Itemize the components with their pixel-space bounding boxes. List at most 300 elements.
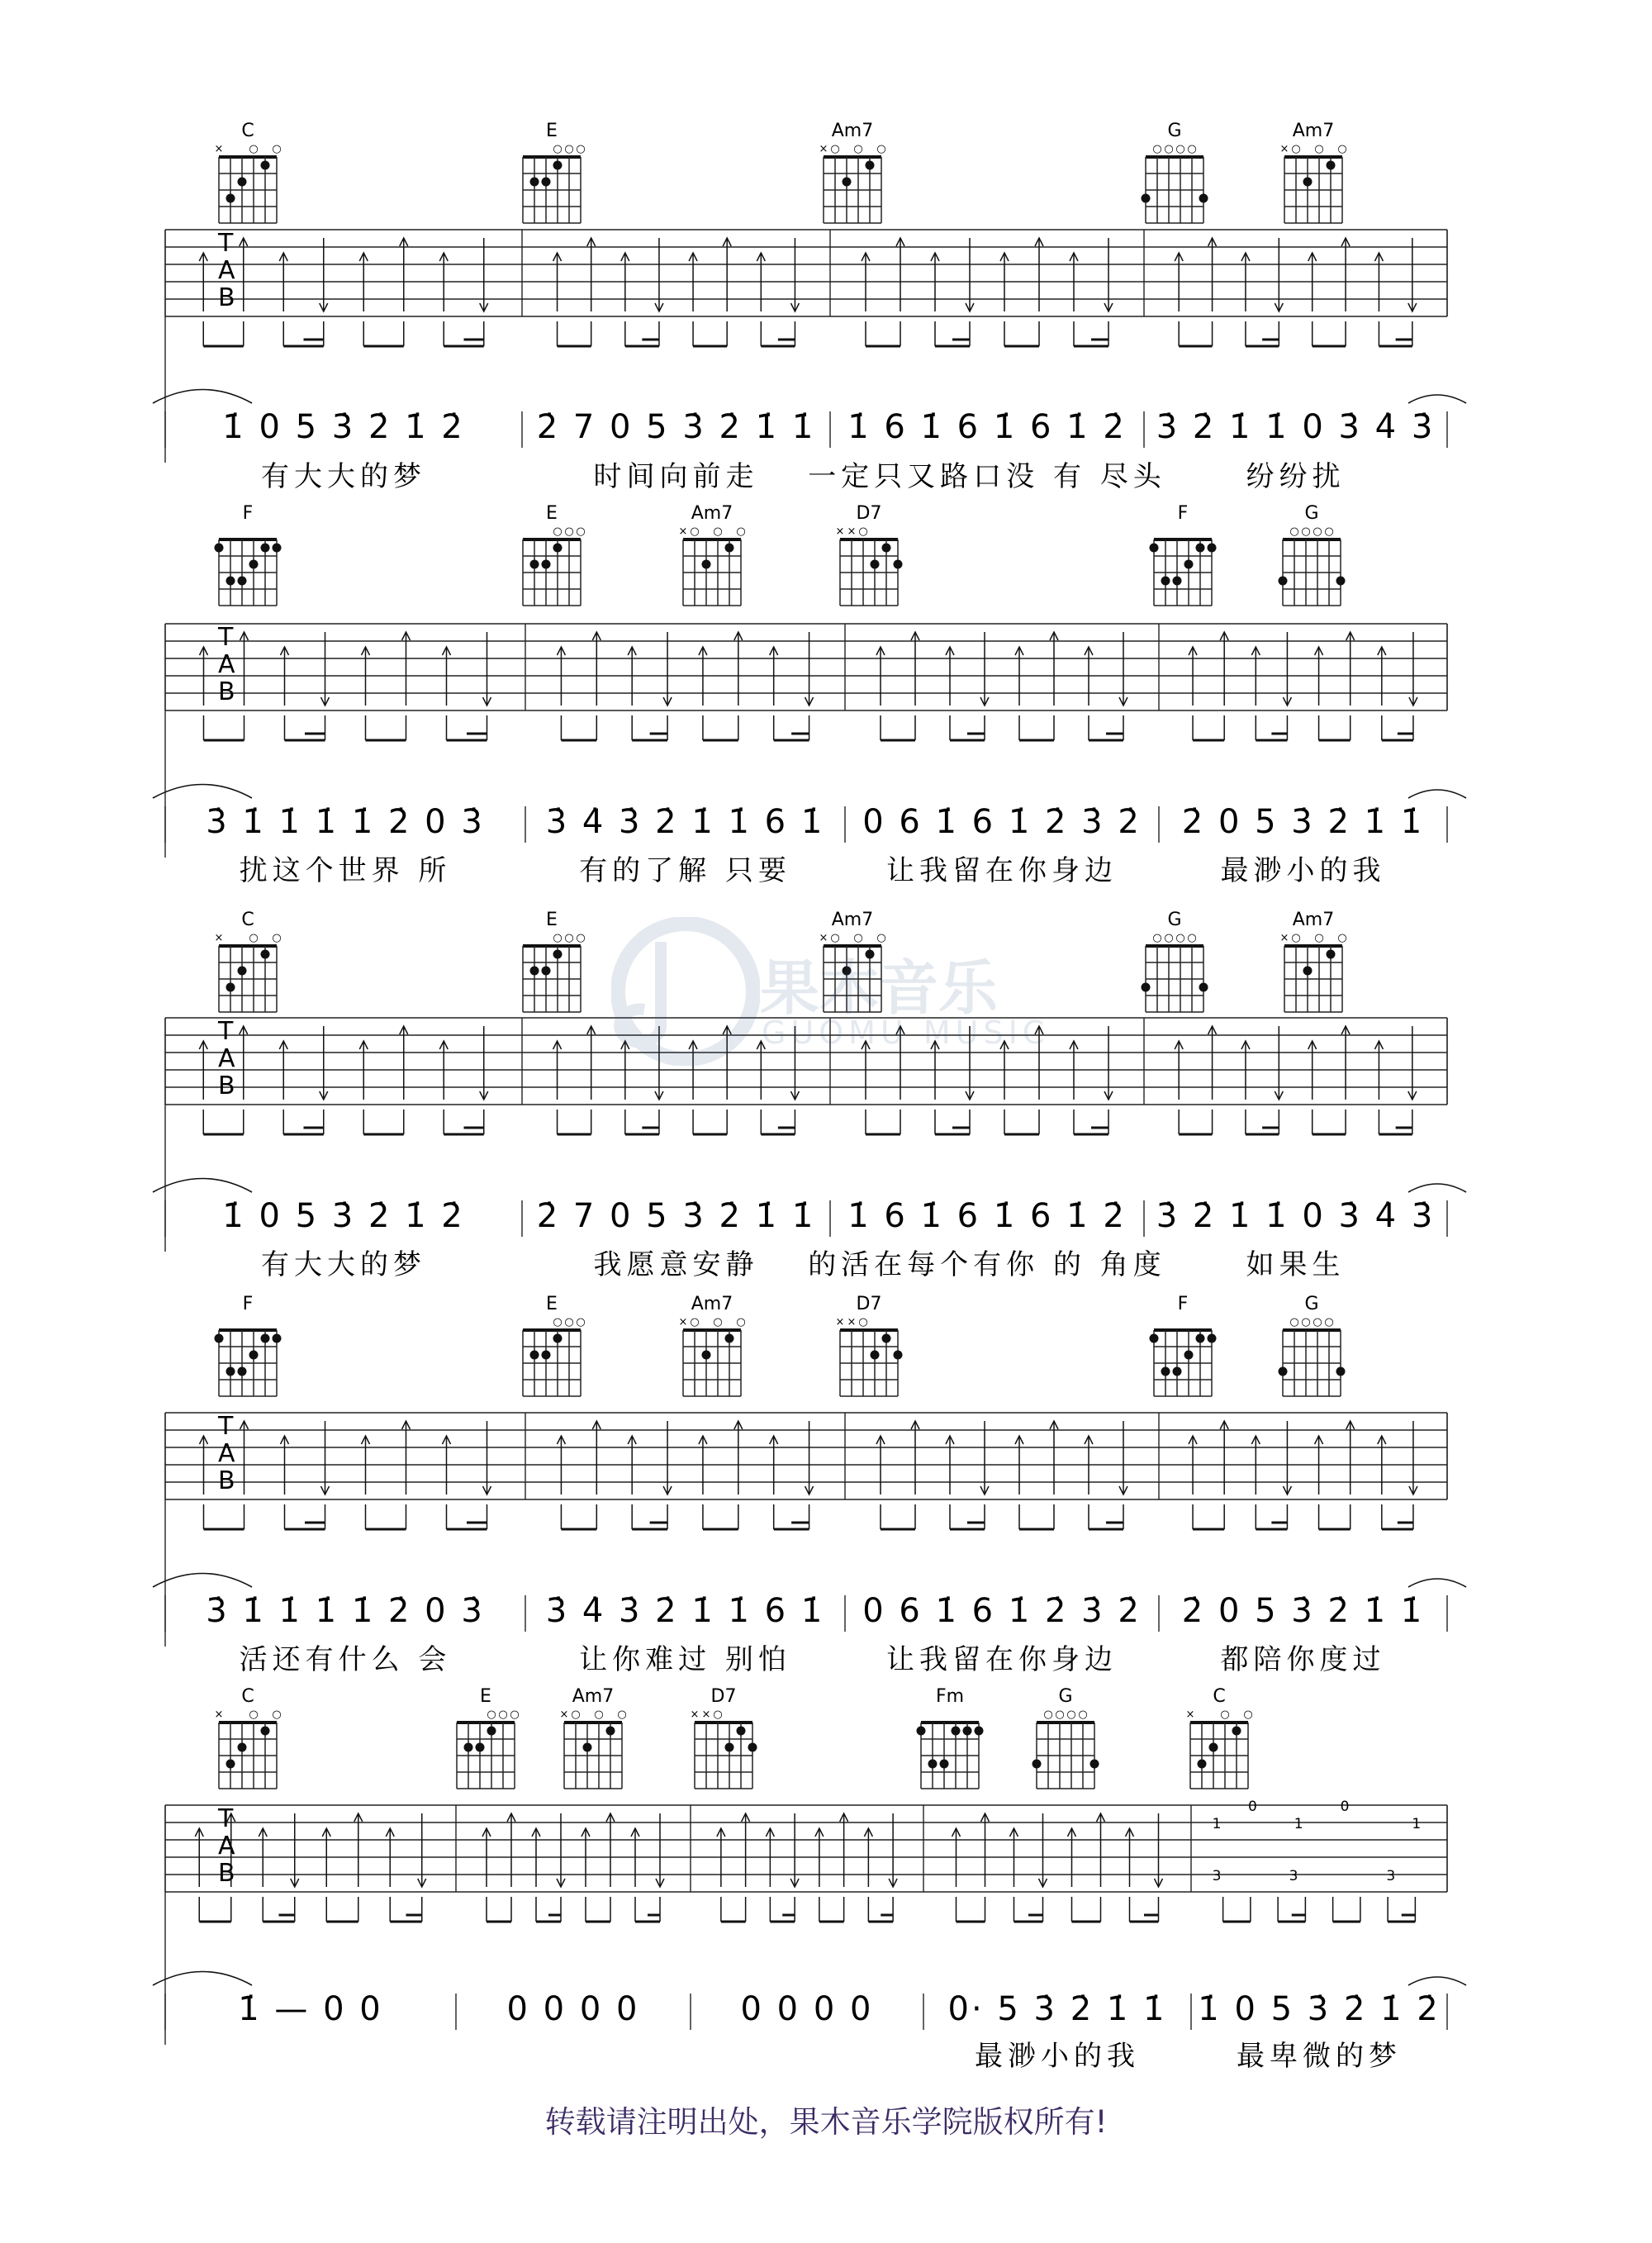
finger-dot (882, 544, 891, 553)
muted-string-mark: × (559, 1708, 569, 1721)
slur-mark (1408, 395, 1466, 403)
lyric-line: 让你难过 别怕 (579, 1643, 791, 1676)
finger-dot (476, 1743, 485, 1752)
chord-name: D7 (856, 1294, 882, 1314)
muted-string-mark: × (1279, 143, 1289, 155)
jianpu-measure-notes: 3̇ 2̇ 1̇ 1̇ 0 3̇ 4̇ 3̇ (1156, 408, 1436, 446)
open-string-mark: ○ (736, 1316, 746, 1328)
muted-string-mark: × (1185, 1708, 1195, 1721)
open-string-mark: ○ (553, 525, 563, 538)
tab-fret-number: 3 (1212, 1868, 1222, 1884)
chord-name: G (1058, 1686, 1073, 1707)
finger-dot (975, 1727, 984, 1736)
finger-dot (1303, 178, 1313, 187)
chord-diagram-d7 (691, 1686, 757, 1789)
tab-fret-number: 0 (1247, 1799, 1257, 1815)
finger-dot (530, 967, 539, 976)
system-2 (153, 503, 1466, 887)
jianpu-measure-notes: 0 0 0 0 (740, 1990, 874, 2028)
tab-clef-letter: A (218, 1832, 235, 1860)
jianpu-measure-notes: 3̇ 1̇ 1̇ 1̇ 1̇ 2̇ 0 3̇ (206, 1592, 485, 1630)
open-string-mark: ○ (576, 932, 586, 944)
open-string-mark: ○ (1314, 143, 1324, 155)
slur-mark (153, 1574, 252, 1588)
muted-string-mark: × (678, 525, 688, 538)
finger-dot (226, 1760, 235, 1769)
open-string-mark: ○ (1301, 525, 1311, 538)
slur-mark (1408, 1579, 1466, 1587)
chord-diagram-e (523, 1294, 586, 1396)
jianpu-measure-notes: 1̇ 0 5 3̇ 2̇ 1̇ 2̇ (222, 408, 465, 446)
chord-diagram-am7 (560, 1686, 627, 1789)
finger-dot (530, 1351, 539, 1360)
finger-dot (725, 1334, 734, 1343)
finger-dot (238, 1743, 247, 1752)
finger-dot (1142, 983, 1151, 992)
finger-dot (542, 967, 551, 976)
open-string-mark: ○ (1313, 1316, 1322, 1328)
open-string-mark: ○ (576, 143, 586, 155)
slur-mark (153, 390, 252, 404)
open-string-mark: ○ (1175, 932, 1185, 944)
watermark-logo (611, 917, 1057, 1066)
muted-string-mark: × (214, 143, 224, 155)
finger-dot (1173, 1367, 1182, 1376)
muted-string-mark: × (847, 1316, 857, 1328)
finger-dot (261, 950, 270, 959)
finger-dot (261, 544, 270, 553)
tab-fret-number: 3 (1386, 1868, 1396, 1884)
chord-diagram-g (1142, 910, 1208, 1012)
finger-dot (215, 1334, 224, 1343)
open-string-mark: ○ (1066, 1708, 1076, 1721)
chord-name: C (241, 1686, 254, 1707)
chord-diagram-am7 (819, 121, 886, 223)
finger-dot (553, 161, 563, 170)
slur-mark (1408, 790, 1466, 798)
open-string-mark: ○ (1187, 143, 1197, 155)
jianpu-measure-notes: 0· 5 3̇ 2̇ 1̇ 1̇ (947, 1990, 1167, 2028)
open-string-mark: ○ (1152, 932, 1162, 944)
finger-dot (702, 1351, 711, 1360)
finger-dot (1199, 194, 1208, 203)
finger-dot (583, 1743, 592, 1752)
chord-diagram-am7 (1280, 121, 1347, 223)
jianpu-measure-notes: 1̇ 6 1̇ 6 1̇ 6 1̇ 2̇ (847, 1197, 1127, 1235)
chord-name: D7 (710, 1686, 737, 1707)
tab-clef-letter: A (218, 650, 235, 679)
muted-string-mark: × (835, 1316, 845, 1328)
open-string-mark: ○ (564, 1316, 574, 1328)
watermark-subtitle: GUOMU MUSIC (762, 1015, 1050, 1051)
finger-dot (261, 1334, 270, 1343)
copyright-footer: 转载请注明出处，果木音乐学院版权所有! (544, 2104, 1108, 2140)
tab-clef-letter: B (218, 1072, 235, 1100)
jianpu-measure-notes: 0 6 1̇ 6 1̇ 2̇ 3̇ 2̇ (862, 1592, 1142, 1630)
open-string-mark: ○ (1175, 143, 1185, 155)
lyric-line: 最卑微的梦 (1237, 2040, 1402, 2073)
finger-dot (1232, 1727, 1241, 1736)
chord-diagram-c (215, 121, 282, 223)
finger-dot (940, 1760, 949, 1769)
open-string-mark: ○ (736, 525, 746, 538)
open-string-mark: ○ (553, 1316, 563, 1328)
open-string-mark: ○ (1301, 1316, 1311, 1328)
system-4 (153, 1294, 1466, 1676)
muted-string-mark: × (690, 1708, 700, 1721)
open-string-mark: ○ (858, 525, 868, 538)
finger-dot (530, 178, 539, 187)
finger-dot (226, 577, 235, 586)
tab-fret-number: 1 (1294, 1816, 1303, 1832)
open-string-mark: ○ (1078, 1708, 1088, 1721)
jianpu-measure-notes: 3̇ 4̇ 3̇ 2̇ 1̇ 1̇ 6 1̇ (545, 1592, 825, 1630)
chord-name: D7 (856, 503, 882, 524)
lyric-line: 让我留在你身边 (886, 1643, 1118, 1676)
chord-name: C (241, 121, 254, 141)
finger-dot (1161, 1367, 1170, 1376)
watermark-disc-icon (611, 917, 760, 1066)
open-string-mark: ○ (713, 1708, 723, 1721)
open-string-mark: ○ (571, 1708, 581, 1721)
open-string-mark: ○ (1243, 1708, 1253, 1721)
finger-dot (273, 544, 282, 553)
chord-diagram-g (1279, 503, 1346, 606)
tab-clef-letter: T (218, 229, 234, 258)
finger-dot (1208, 1334, 1217, 1343)
lyric-line: 都陪你度过 (1220, 1643, 1386, 1676)
chord-name: F (1177, 503, 1189, 524)
finger-dot (542, 178, 551, 187)
tab-clef-letter: B (218, 283, 235, 312)
open-string-mark: ○ (876, 143, 886, 155)
chord-name: F (1177, 1294, 1189, 1314)
muted-string-mark: × (847, 525, 857, 538)
finger-dot (530, 560, 539, 569)
open-string-mark: ○ (594, 1708, 604, 1721)
finger-dot (894, 1351, 903, 1360)
chord-name: F (242, 503, 254, 524)
open-string-mark: ○ (713, 525, 723, 538)
finger-dot (226, 1367, 235, 1376)
open-string-mark: ○ (690, 525, 700, 538)
muted-string-mark: × (214, 1708, 224, 1721)
finger-dot (606, 1727, 615, 1736)
tab-fret-number: 1 (1212, 1816, 1222, 1832)
finger-dot (1336, 1367, 1346, 1376)
lyric-line: 的活在每个有你 的 角度 (808, 1248, 1166, 1281)
open-string-mark: ○ (249, 143, 259, 155)
jianpu-measure-notes: 2̇ 0 5 3̇ 2̇ 1̇ 1̇ (1181, 1592, 1425, 1630)
finger-dot (487, 1727, 496, 1736)
finger-dot (249, 560, 259, 569)
finger-dot (1150, 1334, 1159, 1343)
slur-mark (1408, 1977, 1466, 1985)
finger-dot (553, 950, 563, 959)
chord-diagram-g (1142, 121, 1208, 223)
lyric-line: 让我留在你身边 (886, 854, 1118, 887)
slur-mark (153, 785, 252, 799)
finger-dot (748, 1743, 757, 1752)
jianpu-measure-notes: 2̇ 7 0 5 3̇ 2̇ 1̇ 1̇ (536, 1197, 816, 1235)
open-string-mark: ○ (487, 1708, 496, 1721)
finger-dot (249, 1351, 259, 1360)
finger-dot (238, 1367, 247, 1376)
finger-dot (1209, 1743, 1218, 1752)
chord-diagram-c (215, 910, 282, 1012)
open-string-mark: ○ (249, 1708, 259, 1721)
open-string-mark: ○ (564, 143, 574, 155)
finger-dot (542, 560, 551, 569)
open-string-mark: ○ (1337, 143, 1347, 155)
open-string-mark: ○ (1152, 143, 1162, 155)
chord-diagram-am7 (679, 1294, 746, 1396)
tab-clef-letter: A (218, 1439, 235, 1468)
chord-diagram-e (523, 121, 586, 223)
chord-name: Am7 (1292, 121, 1335, 141)
finger-dot (1032, 1760, 1042, 1769)
watermark-title: 果木音乐 (760, 953, 999, 1023)
finger-dot (261, 161, 270, 170)
chord-diagram-f (215, 1294, 282, 1396)
finger-dot (1196, 1334, 1205, 1343)
chord-diagram-c (1186, 1686, 1253, 1789)
lyric-line: 扰这个世界 所 (239, 854, 452, 887)
open-string-mark: ○ (853, 932, 863, 944)
open-string-mark: ○ (1337, 932, 1347, 944)
lyric-line: 最渺小的我 (1220, 854, 1386, 887)
open-string-mark: ○ (272, 932, 282, 944)
lyric-line: 有的了解 只要 (579, 854, 791, 887)
open-string-mark: ○ (510, 1708, 520, 1721)
finger-dot (917, 1727, 926, 1736)
chord-diagram-e (523, 910, 586, 1012)
open-string-mark: ○ (1324, 1316, 1334, 1328)
chord-diagram-g (1279, 1294, 1346, 1396)
open-string-mark: ○ (853, 143, 863, 155)
jianpu-measure-notes: 1̇ 0 5 3̇ 2̇ 1̇ 2̇ (1198, 1990, 1441, 2028)
open-string-mark: ○ (876, 932, 886, 944)
muted-string-mark: × (214, 932, 224, 944)
open-string-mark: ○ (1220, 1708, 1230, 1721)
finger-dot (226, 194, 235, 203)
finger-dot (1090, 1760, 1099, 1769)
finger-dot (1336, 577, 1346, 586)
chord-diagram-fm (917, 1686, 984, 1789)
finger-dot (1279, 1367, 1288, 1376)
chord-diagram-e (523, 503, 586, 606)
open-string-mark: ○ (1324, 525, 1334, 538)
jianpu-measure-notes: 3̇ 1̇ 1̇ 1̇ 1̇ 2̇ 0 3̇ (206, 803, 485, 841)
jianpu-measure-notes: 1̇ 6 1̇ 6 1̇ 6 1̇ 2̇ (847, 408, 1127, 446)
chord-diagram-d7 (836, 503, 903, 606)
open-string-mark: ○ (1187, 932, 1197, 944)
tab-fret-number: 3 (1289, 1868, 1298, 1884)
open-string-mark: ○ (830, 932, 840, 944)
chord-name: E (546, 1294, 558, 1314)
finger-dot (1303, 967, 1313, 976)
finger-dot (1184, 560, 1194, 569)
jianpu-measure-notes: 2̇ 7 0 5 3̇ 2̇ 1̇ 1̇ (536, 408, 816, 446)
open-string-mark: ○ (1164, 143, 1174, 155)
lyric-line: 一定只又路口没 有 尽头 (808, 460, 1166, 493)
muted-string-mark: × (1279, 932, 1289, 944)
finger-dot (843, 178, 852, 187)
finger-dot (1279, 577, 1288, 586)
chord-name: Am7 (831, 121, 874, 141)
open-string-mark: ○ (830, 143, 840, 155)
chord-name: C (1213, 1686, 1226, 1707)
finger-dot (261, 1727, 270, 1736)
tab-clef-letter: A (218, 256, 235, 285)
jianpu-measure-notes: 3̇ 4̇ 3̇ 2̇ 1̇ 1̇ 6 1̇ (545, 803, 825, 841)
tab-fret-number: 1 (1412, 1816, 1422, 1832)
lyric-line: 我愿意安静 (593, 1248, 759, 1281)
open-string-mark: ○ (858, 1316, 868, 1328)
chord-name: G (1167, 121, 1182, 141)
open-string-mark: ○ (1313, 525, 1322, 538)
finger-dot (238, 967, 247, 976)
slur-mark (153, 1972, 252, 1986)
chord-diagram-am7 (679, 503, 746, 606)
tab-clef-letter: B (218, 1466, 235, 1495)
chord-name: E (546, 503, 558, 524)
chord-diagram-g (1032, 1686, 1099, 1789)
open-string-mark: ○ (564, 525, 574, 538)
open-string-mark: ○ (564, 932, 574, 944)
jianpu-measure-notes: 0 0 0 0 (506, 1990, 640, 2028)
finger-dot (238, 577, 247, 586)
muted-string-mark: × (819, 932, 828, 944)
open-string-mark: ○ (690, 1316, 700, 1328)
open-string-mark: ○ (1314, 932, 1324, 944)
lyric-line: 时间向前走 (593, 460, 759, 493)
finger-dot (215, 544, 224, 553)
slur-mark (153, 1179, 252, 1193)
finger-dot (866, 161, 875, 170)
chord-name: E (480, 1686, 491, 1707)
finger-dot (725, 544, 734, 553)
finger-dot (1196, 544, 1205, 553)
chord-diagram-e (457, 1686, 520, 1789)
open-string-mark: ○ (576, 525, 586, 538)
open-string-mark: ○ (553, 932, 563, 944)
finger-dot (464, 1743, 473, 1752)
finger-dot (871, 560, 880, 569)
chord-name: Am7 (831, 910, 874, 930)
open-string-mark: ○ (498, 1708, 508, 1721)
chord-name: G (1167, 910, 1182, 930)
finger-dot (928, 1760, 938, 1769)
chord-name: E (546, 121, 558, 141)
finger-dot (894, 560, 903, 569)
finger-dot (1327, 161, 1336, 170)
finger-dot (725, 1743, 734, 1752)
finger-dot (963, 1727, 972, 1736)
finger-dot (542, 1351, 551, 1360)
chord-diagram-f (1150, 503, 1217, 606)
open-string-mark: ○ (713, 1316, 723, 1328)
tab-fret-number: 0 (1340, 1799, 1350, 1815)
chord-diagram-f (215, 503, 282, 606)
finger-dot (737, 1727, 746, 1736)
system-1 (153, 121, 1466, 493)
finger-dot (952, 1727, 961, 1736)
open-string-mark: ○ (1291, 143, 1301, 155)
finger-dot (1198, 1760, 1207, 1769)
finger-dot (1161, 577, 1170, 586)
lyric-line: 如果生 (1246, 1248, 1346, 1281)
tab-clef-letter: T (218, 1804, 234, 1833)
lyric-line: 活还有什么 会 (239, 1643, 452, 1676)
chord-diagram-f (1150, 1294, 1217, 1396)
tab-clef-letter: A (218, 1044, 235, 1073)
chord-name: Am7 (572, 1686, 615, 1707)
muted-string-mark: × (678, 1316, 688, 1328)
open-string-mark: ○ (1043, 1708, 1053, 1721)
finger-dot (1327, 950, 1336, 959)
system-5 (153, 1686, 1466, 2073)
lyric-line: 有大大的梦 (261, 460, 426, 493)
finger-dot (1142, 194, 1151, 203)
chord-name: Am7 (1292, 910, 1335, 930)
chord-name: C (241, 910, 254, 930)
finger-dot (882, 1334, 891, 1343)
open-string-mark: ○ (576, 1316, 586, 1328)
jianpu-measure-notes: 1̇ 0 5 3̇ 2̇ 1̇ 2̇ (222, 1197, 465, 1235)
lyric-line: 纷纷扰 (1246, 460, 1346, 493)
jianpu-measure-notes: 1̇ — 0 0 (238, 1990, 383, 2028)
slur-mark (1408, 1184, 1466, 1192)
finger-dot (238, 178, 247, 187)
open-string-mark: ○ (249, 932, 259, 944)
muted-string-mark: × (701, 1708, 711, 1721)
lyric-line: 最渺小的我 (975, 2040, 1140, 2073)
finger-dot (1173, 577, 1182, 586)
finger-dot (273, 1334, 282, 1343)
tab-clef-letter: B (218, 1859, 235, 1888)
chord-name: G (1304, 503, 1319, 524)
jianpu-measure-notes: 3̇ 2̇ 1̇ 1̇ 0 3̇ 4̇ 3̇ (1156, 1197, 1436, 1235)
chord-name: G (1304, 1294, 1319, 1314)
finger-dot (702, 560, 711, 569)
open-string-mark: ○ (617, 1708, 627, 1721)
lyric-line: 有大大的梦 (261, 1248, 426, 1281)
open-string-mark: ○ (272, 143, 282, 155)
open-string-mark: ○ (1291, 932, 1301, 944)
open-string-mark: ○ (1164, 932, 1174, 944)
open-string-mark: ○ (553, 143, 563, 155)
muted-string-mark: × (819, 143, 828, 155)
finger-dot (226, 983, 235, 992)
jianpu-measure-notes: 0 6 1̇ 6 1̇ 2̇ 3̇ 2̇ (862, 803, 1142, 841)
finger-dot (553, 544, 563, 553)
finger-dot (553, 1334, 563, 1343)
jianpu-measure-notes: 2̇ 0 5 3̇ 2̇ 1̇ 1̇ (1181, 803, 1425, 841)
chord-name: Am7 (691, 1294, 733, 1314)
open-string-mark: ○ (1289, 525, 1299, 538)
tab-clef-letter: B (218, 677, 235, 706)
finger-dot (871, 1351, 880, 1360)
finger-dot (1150, 544, 1159, 553)
finger-dot (1184, 1351, 1194, 1360)
chord-name: F (242, 1294, 254, 1314)
open-string-mark: ○ (1289, 1316, 1299, 1328)
chord-name: Am7 (691, 503, 733, 524)
tab-clef-letter: T (218, 1017, 234, 1046)
chord-name: Fm (935, 1686, 965, 1707)
muted-string-mark: × (835, 525, 845, 538)
